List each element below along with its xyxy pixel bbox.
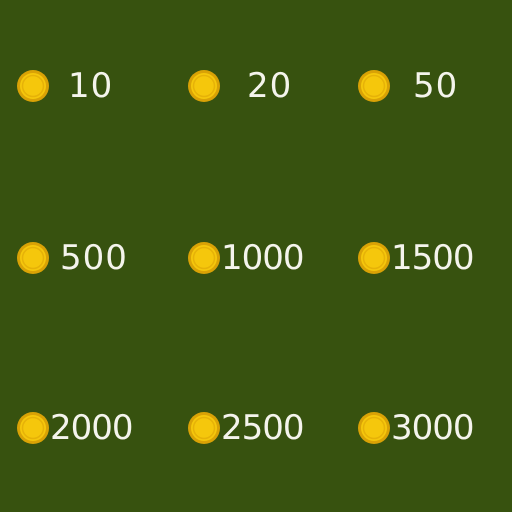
coin-amount: 10: [68, 66, 114, 106]
coin-option-500[interactable]: [16, 236, 128, 280]
coin-option-1500[interactable]: [357, 236, 474, 280]
coin-option-10[interactable]: [16, 64, 113, 108]
gold-coin-icon: [187, 69, 221, 103]
gold-coin-icon: [16, 241, 50, 275]
coin-option-20[interactable]: [187, 64, 292, 108]
coin-amount: 2000: [50, 408, 133, 448]
gold-coin-icon: [187, 411, 221, 445]
gold-coin-icon: [16, 69, 50, 103]
coin-amount: 3000: [391, 408, 474, 448]
coin-amount: 1500: [391, 238, 474, 278]
gold-coin-icon: [357, 69, 391, 103]
coin-amount: 2500: [221, 408, 304, 448]
gold-coin-icon: [16, 411, 50, 445]
coin-amount: 500: [60, 238, 128, 278]
coin-amount: 1000: [221, 238, 304, 278]
coin-amount: 50: [413, 66, 459, 106]
coin-option-1000[interactable]: [187, 236, 304, 280]
coin-option-50[interactable]: [357, 64, 458, 108]
coin-option-2000[interactable]: [16, 406, 133, 450]
coin-option-2500[interactable]: [187, 406, 304, 450]
gold-coin-icon: [357, 411, 391, 445]
gold-coin-icon: [357, 241, 391, 275]
coin-option-3000[interactable]: [357, 406, 474, 450]
gold-coin-icon: [187, 241, 221, 275]
coin-amount: 20: [247, 66, 293, 106]
